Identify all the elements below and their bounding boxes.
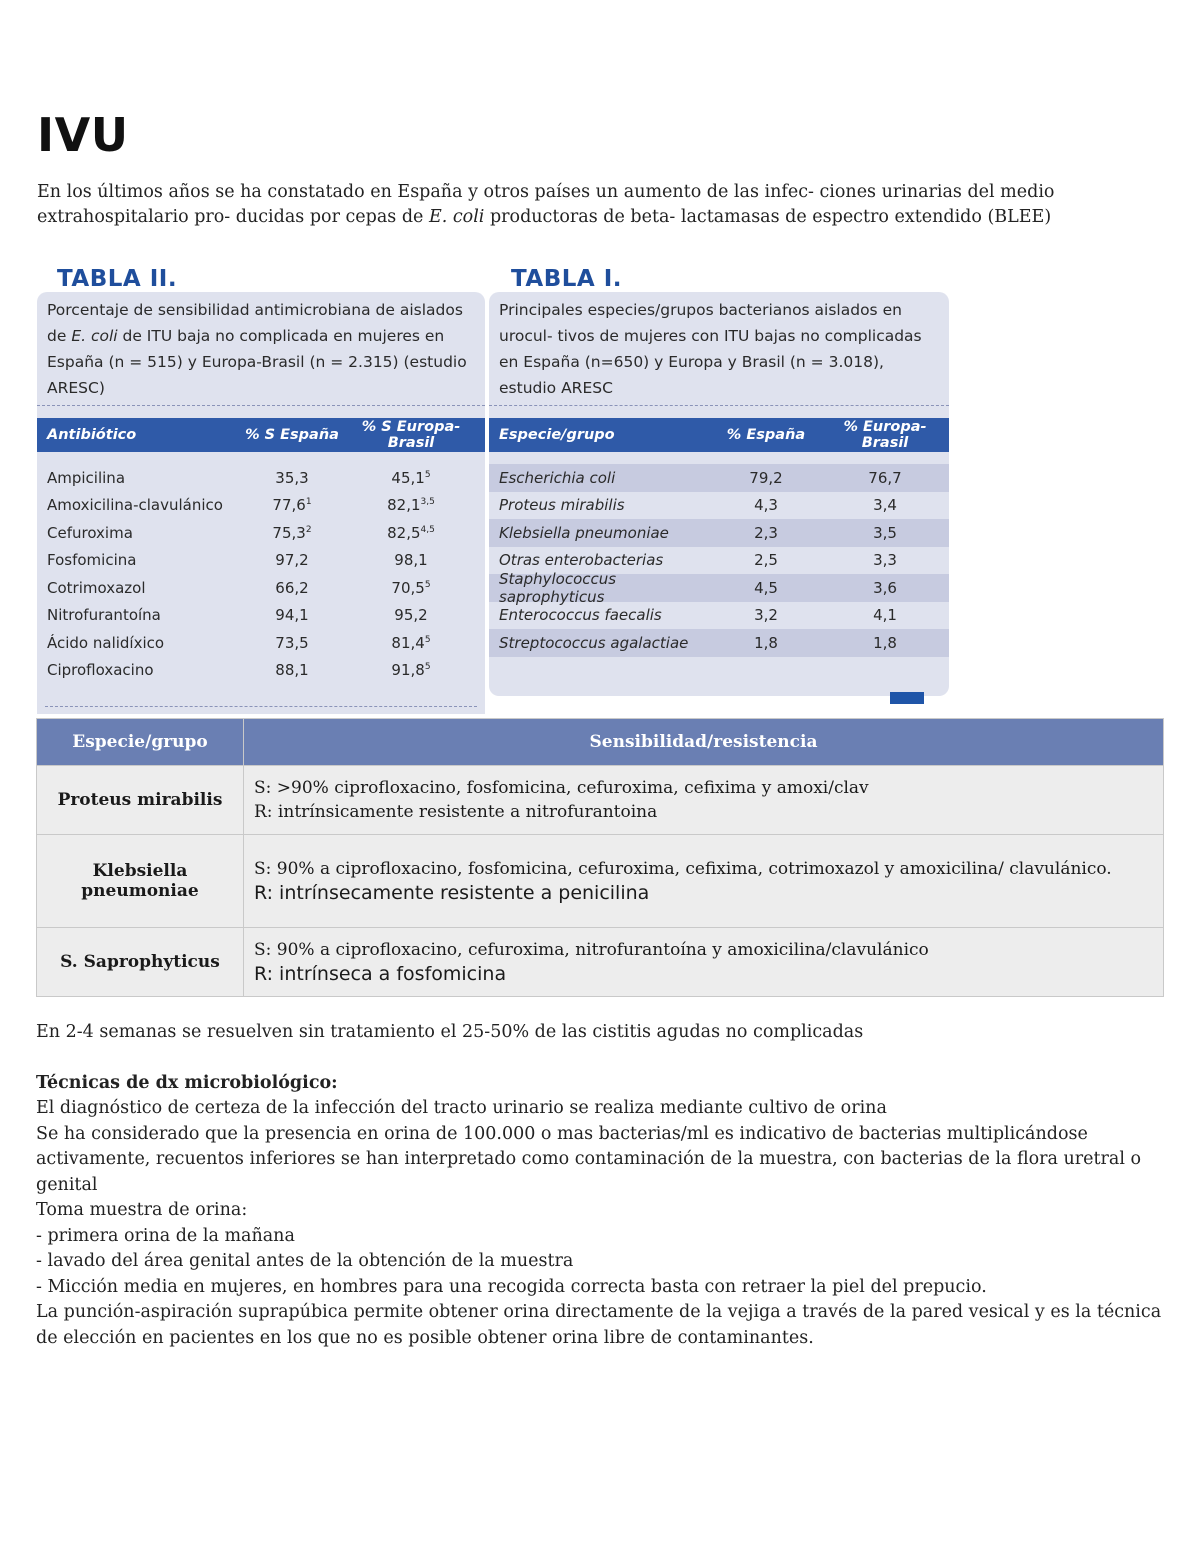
paragraph: En 2-4 semanas se resuelven sin tratamiento el 25-50% de las cistitis agudas no complicadas [36,1022,864,1042]
cell-value: 97,2 [275,551,309,570]
header-cell: Sensibilidad/resistencia [244,719,1164,766]
table-cell [37,661,237,679]
group-cell: Klebsiella pneumoniae [37,835,244,928]
table-cell [237,469,347,487]
table-cell: 1,8 [754,633,778,652]
info-cell [244,928,1164,997]
table-cell: 4,3 [754,496,778,515]
cell-value: 70,5 [391,578,425,597]
info-cell [244,835,1164,928]
cell-value: Cefuroxima [47,523,133,542]
cell-value: Nitrofurantoína [47,606,161,625]
divider [45,706,477,707]
table-row [37,766,1164,835]
paragraph: El diagnóstico de certeza de la infección del tracto urinario se realiza mediante cultivo de orina [36,1098,887,1118]
table-cell: 3,3 [873,551,897,570]
table-row [37,928,1164,997]
footnote-ref: 5 [424,662,431,673]
table-cell [37,634,237,652]
footnote-ref: 5 [424,469,431,480]
footnote-ref: 5 [424,634,431,645]
cell-value: Amoxicilina-clavulánico [47,496,223,515]
table-row [37,629,485,657]
table-cell [237,579,347,597]
table-row [489,519,949,547]
table-row [489,629,949,657]
table-cell: Otras enterobacterias [499,551,664,570]
caption-ecoli: E. coli [71,327,118,345]
table-cell: Staphylococcus saprophyticus [499,569,617,606]
info-cell [244,766,1164,835]
caption-text: Porcentaje de sensibilidad antimicrobiana de aislados de [47,301,463,345]
cell-value: 82,1 [387,496,421,515]
table-cell [237,496,347,514]
table-ii-figure [37,266,485,714]
header-cell: % S Europa-Brasil [361,419,461,451]
cell-value: 77,6 [272,496,306,515]
table-cell: Proteus mirabilis [499,496,625,515]
header-cell: Antibiótico [47,427,137,443]
group-cell: Proteus mirabilis [37,766,244,835]
table-row [37,492,485,520]
cell-value: 81,4 [391,633,425,652]
table-cell: 2,5 [754,551,778,570]
intro-paragraph [37,180,1167,230]
cell-value: Cotrimoxazol [47,578,146,597]
sensitivity-line: S: 90% a ciprofloxacino, cefuroxima, nitrofurantoína y amoxicilina/clavulánico [254,940,929,960]
table-cell: 4,5 [754,578,778,597]
table-cell: 3,6 [873,578,897,597]
table-cell [347,634,475,652]
list-item: - Micción media en mujeres, en hombres para una recogida correcta basta con retraer la piel del prepucio. [36,1275,1166,1301]
table-cell [237,606,347,624]
header-cell: % S España [245,427,339,443]
table-cell [37,469,237,487]
table-cell: 3,5 [873,523,897,542]
cell-value: 82,5 [387,523,421,542]
table-cell [37,524,237,542]
resistance-line: R: intrínsecamente resistente a penicilina [254,882,650,904]
cell-value: 88,1 [275,661,309,680]
intro-ecoli: E. coli [428,207,485,227]
sensitivity-line: S: >90% ciprofloxacino, fosfomicina, cefuroxima, cefixima y amoxi/clav [254,778,869,798]
table-cell [347,579,475,597]
table-row [37,657,485,685]
table-i-title: TABLA I. [511,266,622,292]
table-cell: 4,1 [873,606,897,625]
table-row [489,492,949,520]
table-i-box [489,292,949,696]
table-cell [347,661,475,679]
sensitivity-table [36,718,1164,997]
table-cell [237,661,347,679]
cell-value: 35,3 [275,468,309,487]
table-cell [347,551,475,569]
table-row [489,569,949,606]
table-cell: Streptococcus agalactiae [499,633,689,652]
table-ii-caption [37,292,485,406]
cell-value: 75,3 [272,523,306,542]
table-row [37,835,1164,928]
table-ii-header [37,418,485,452]
footnote-ref: 1 [305,497,312,508]
cell-value: 94,1 [275,606,309,625]
table-cell: Enterococcus faecalis [499,606,662,625]
table-cell [37,579,237,597]
table-cell [37,496,237,514]
intro-text-a: En los últimos años se ha constatado en España y otros países un aumento de las infec- ciones urinarias del medio extrahospitalario pro- ducidas por cepas de [37,182,1055,227]
cell-value: 73,5 [275,633,309,652]
table-cell [347,524,475,542]
table-cell: 3,2 [754,606,778,625]
table-i-caption: Principales especies/grupos bacterianos aislados en urocul- tivos de mujeres con ITU bajas no complicadas en España (n=650) y Europa y Brasil (n = 3.018), estudio ARESC [489,292,949,406]
cell-value: Ampicilina [47,468,126,487]
decorative-mark [890,692,924,704]
table-row [37,464,485,492]
cell-value: Ácido nalidíxico [47,633,165,652]
table-ii-box [37,292,485,714]
caption-text: de ITU baja no complicada en mujeres en España (n = 515) y Europa-Brasil (n = 2.315) (estudio ARESC) [47,327,467,397]
table-cell: 79,2 [749,468,783,487]
table-cell: Klebsiella pneumoniae [499,523,669,542]
list-item: - lavado del área genital antes de la obtención de la muestra [36,1249,1166,1275]
cell-value: Ciprofloxacino [47,661,154,680]
table-row [37,574,485,602]
resistance-line: R: intrínseca a fosfomicina [254,963,507,985]
section-heading: Técnicas de dx microbiológico: [36,1072,338,1093]
cell-value: 95,2 [394,606,428,625]
header-cell: Especie/grupo [499,427,615,443]
cell-value: 45,1 [391,468,425,487]
table-cell: 2,3 [754,523,778,542]
cell-value: 98,1 [394,551,428,570]
list-item: - primera orina de la mañana [36,1224,1166,1250]
page-title: IVU [37,108,129,162]
cell-value: Fosfomicina [47,551,137,570]
table-cell [37,606,237,624]
table-cell [347,606,475,624]
footnote-ref: 5 [424,579,431,590]
table-cell [237,634,347,652]
table-cell: 76,7 [868,468,902,487]
sensitivity-line: S: 90% a ciprofloxacino, fosfomicina, cefuroxima, cefixima, cotrimoxazol y amoxicilina/ clavulánico. [254,859,1112,879]
table-cell [237,551,347,569]
table-cell [347,496,475,514]
header-cell: % Europa-Brasil [843,419,927,451]
paragraph: La punción-aspiración suprapúbica permite obtener orina directamente de la vejiga a través de la pared vesical y es la técnica de elección en pacientes en los que no es posible obtener orina libre de contaminantes. [36,1302,1162,1348]
header-cell: % España [726,427,806,443]
table-cell [347,469,475,487]
header-cell: Especie/grupo [37,719,244,766]
paragraph: Se ha considerado que la presencia en orina de 100.000 o mas bacterias/ml es indicativo de bacterias multiplicándose activamente, recuentos inferiores se han interpretado como contaminación de la muestra, con bacterias de la flora uretral o genital [36,1123,1142,1195]
table-row [37,547,485,575]
group-cell: S. Saprophyticus [37,928,244,997]
table-cell: Escherichia coli [499,468,616,487]
footnote-ref: 2 [305,524,312,535]
paragraph: Toma muestra de orina: [36,1200,248,1220]
table-cell [237,524,347,542]
table-cell: 1,8 [873,633,897,652]
table-ii-rows [37,452,485,684]
table-row [489,602,949,630]
resistance-line: R: intrínsicamente resistente a nitrofurantoina [254,802,658,822]
cell-value: 91,8 [391,661,425,680]
table-ii-title: TABLA II. [57,266,178,292]
footnote-ref: 3,5 [420,497,435,508]
intro-text-b: productoras de beta- lactamasas de espectro extendido (BLEE) [484,207,1052,227]
table-row [37,602,485,630]
table-row [489,464,949,492]
body-section [36,1020,1166,1351]
table-i-header [489,418,949,452]
table-cell [37,551,237,569]
table-cell: 3,4 [873,496,897,515]
table-row [37,519,485,547]
cell-value: 66,2 [275,578,309,597]
table-i-figure [489,266,949,696]
footnote-ref: 4,5 [420,524,435,535]
table-i-rows [489,452,949,657]
